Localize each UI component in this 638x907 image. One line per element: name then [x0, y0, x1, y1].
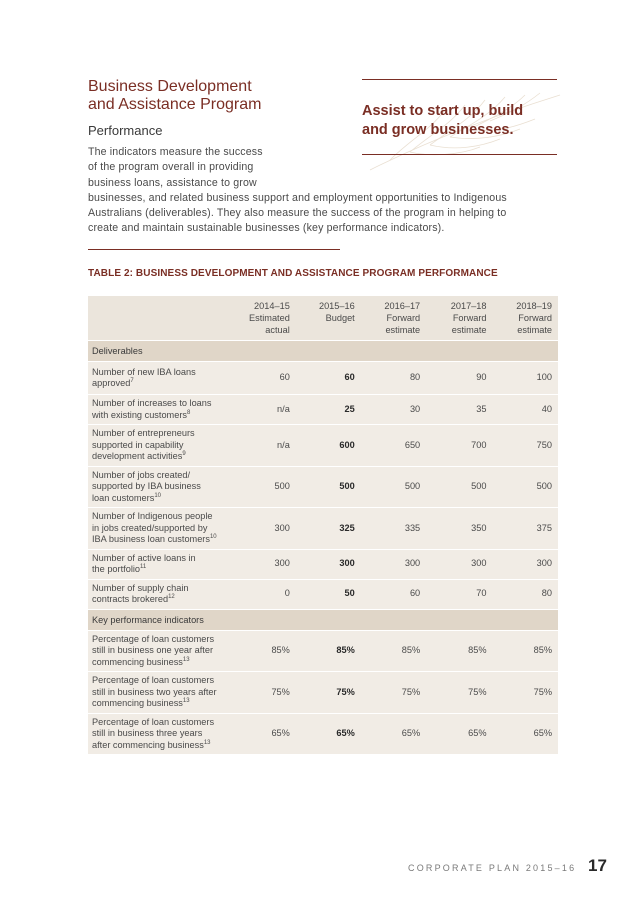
column-header-2016-17 — [361, 296, 426, 341]
row-label-line — [92, 553, 229, 565]
row-label-text: commencing business — [92, 698, 183, 708]
table-cell: 325 — [296, 508, 361, 550]
row-label-line — [92, 728, 229, 740]
row-label-text: Number of increases to loans — [92, 398, 212, 408]
column-header-line: 2018–19 — [516, 301, 552, 311]
table-row — [88, 395, 558, 425]
row-label-line — [92, 378, 229, 390]
table-cell: 335 — [361, 508, 426, 550]
column-header-line: 2015–16 — [318, 301, 355, 311]
table-cell: 700 — [426, 425, 492, 467]
pull-quote-line-2: and grow businesses. — [362, 122, 514, 138]
section-divider — [88, 249, 340, 250]
row-label-text: contracts brokered — [92, 594, 169, 604]
row-label — [88, 425, 233, 467]
table-row — [88, 579, 558, 609]
footnote-marker: 7 — [130, 377, 134, 384]
table-cell: 300 — [233, 549, 295, 579]
table-cell: 85% — [426, 630, 492, 672]
table-cell: 650 — [361, 425, 426, 467]
table-cell: 75% — [361, 672, 426, 714]
footnote-marker: 13 — [203, 739, 211, 746]
row-label-line — [92, 634, 229, 646]
table-cell: 0 — [233, 579, 295, 609]
column-header-line: estimate — [451, 325, 487, 335]
row-label-line — [92, 470, 229, 482]
intro-line-5: Australians (deliverables). They also measure the success of the program in helping to — [88, 207, 507, 220]
row-label-text: after commencing business — [92, 739, 204, 750]
table-cell: 65% — [296, 713, 361, 755]
row-label-line — [92, 657, 229, 669]
column-header-line: Forward — [452, 313, 487, 323]
row-label-text: Number of entrepreneurs — [92, 428, 195, 438]
row-label-line — [92, 698, 229, 710]
intro-line-1: The indicators measure the success — [88, 146, 263, 158]
row-label-text: Number of new IBA loans — [92, 366, 196, 377]
row-label-text: development activities — [92, 451, 183, 461]
intro-line-6: create and maintain sustainable businesses (key performance indicators). — [88, 222, 445, 235]
section-label: Deliverables — [88, 341, 558, 362]
row-label-line — [92, 594, 229, 606]
table-cell: 75% — [426, 672, 492, 714]
row-label-line — [92, 481, 229, 493]
table-row — [88, 630, 558, 672]
row-label-text: Percentage of loan customers — [92, 633, 215, 644]
row-label — [88, 630, 233, 672]
row-label — [88, 362, 233, 395]
table-cell: 600 — [296, 425, 361, 467]
table-cell: 90 — [426, 362, 492, 395]
column-header-line: actual — [265, 325, 290, 335]
table-row — [88, 549, 558, 579]
table-cell: 70 — [426, 579, 492, 609]
row-label-line — [92, 534, 229, 546]
row-label — [88, 466, 233, 508]
column-header-2014-15 — [233, 296, 295, 341]
footnote-marker: 9 — [182, 450, 186, 457]
column-header-line: estimate — [517, 325, 552, 335]
row-label — [88, 508, 233, 550]
intro-line-4: businesses, and related business support and employment opportunities to Indigenous — [88, 191, 507, 204]
row-label-text: Number of supply chain — [92, 582, 189, 593]
row-label-text: commencing business — [92, 656, 183, 667]
row-label-line — [92, 367, 229, 379]
row-label-line — [92, 410, 229, 422]
table-cell: 500 — [296, 466, 361, 508]
table-cell: 30 — [361, 395, 426, 425]
pull-quote-top-rule — [362, 79, 557, 80]
footer-label: CORPORATE PLAN 2015–16 — [408, 863, 577, 873]
performance-table — [88, 296, 558, 755]
table-cell: 80 — [493, 579, 558, 609]
pull-quote-line-1: Assist to start up, build — [362, 103, 524, 119]
intro-paragraph — [88, 145, 558, 237]
table-cell: 60 — [296, 362, 361, 395]
column-header-line: estimate — [385, 325, 421, 335]
table-cell: n/a — [233, 425, 295, 467]
row-label-text: supported by IBA business — [92, 481, 201, 491]
table-cell: 25 — [296, 395, 361, 425]
table-cell: 40 — [493, 395, 558, 425]
column-header-line: Budget — [325, 313, 355, 323]
table-cell: 85% — [296, 630, 361, 672]
table-cell: 80 — [361, 362, 426, 395]
row-label-line — [92, 564, 229, 576]
row-label-line — [92, 440, 229, 452]
row-label-line — [92, 451, 229, 463]
table-cell: 300 — [426, 549, 492, 579]
table-cell: 500 — [233, 466, 295, 508]
table-cell: 500 — [361, 466, 426, 508]
footnote-marker: 10 — [154, 492, 161, 499]
section-row-deliverables — [88, 341, 558, 362]
table-cell: 65% — [361, 713, 426, 755]
column-header-line: 2014–15 — [254, 301, 290, 311]
table-cell: 65% — [426, 713, 492, 755]
row-label-text: approved — [92, 378, 131, 388]
row-label-text: IBA business loan customers — [92, 534, 210, 544]
footnote-marker: 11 — [140, 563, 147, 570]
row-label-text: Number of jobs created/ — [92, 469, 191, 480]
row-label-line — [92, 717, 229, 729]
table-cell: 75% — [233, 672, 295, 714]
row-label-line — [92, 398, 229, 410]
row-label-text: the portfolio — [92, 564, 141, 574]
footnote-marker: 12 — [168, 593, 175, 600]
footnote-marker: 10 — [209, 533, 217, 540]
column-header-line: 2016–17 — [384, 301, 421, 311]
table-cell: 65% — [493, 713, 558, 755]
table-cell: 300 — [361, 549, 426, 579]
table-row — [88, 672, 558, 714]
row-label-line — [92, 493, 229, 505]
table-title: TABLE 2: BUSINESS DEVELOPMENT AND ASSISTANCE PROGRAM PERFORMANCE — [88, 268, 498, 279]
row-label-line — [92, 583, 229, 595]
table-cell: 75% — [296, 672, 361, 714]
column-header-2018-19 — [493, 296, 558, 341]
column-header-line: Forward — [386, 313, 421, 323]
row-label-line — [92, 645, 229, 657]
row-label-text: loan customers — [92, 492, 155, 503]
row-label-text: Percentage of loan customers — [92, 675, 215, 685]
table-cell: 85% — [233, 630, 295, 672]
column-header-line: Forward — [518, 313, 552, 323]
row-label — [88, 713, 233, 755]
row-label — [88, 672, 233, 714]
table-cell: 60 — [233, 362, 295, 395]
row-label-text: Number of Indigenous people — [92, 511, 213, 521]
pull-quote — [362, 102, 562, 140]
table-row — [88, 713, 558, 755]
table-cell: 300 — [233, 508, 295, 550]
table-cell: 75% — [493, 672, 558, 714]
column-header-2015-16 — [296, 296, 361, 341]
table-row — [88, 425, 558, 467]
column-header-line: Estimated — [248, 313, 290, 323]
row-label-text: still in business two years after — [92, 686, 217, 697]
table-cell: 50 — [296, 579, 361, 609]
program-title-line-2: and Assistance Program — [88, 96, 262, 113]
page-number: 17 — [588, 856, 607, 875]
row-label-line — [92, 675, 229, 687]
program-title — [88, 78, 348, 114]
table-cell: 35 — [426, 395, 492, 425]
intro-line-3: business loans, assistance to grow — [88, 176, 257, 189]
table-row — [88, 466, 558, 508]
table-cell: 60 — [361, 579, 426, 609]
row-label-text: still in business one year after — [92, 645, 214, 655]
row-label-line — [92, 740, 229, 752]
table-cell: 65% — [233, 713, 295, 755]
table-cell: 750 — [493, 425, 558, 467]
column-header-line: 2017–18 — [450, 301, 487, 311]
table-cell: n/a — [233, 395, 295, 425]
footnote-marker: 13 — [182, 656, 190, 663]
row-label-text: supported in capability — [92, 439, 184, 450]
table-body — [88, 341, 558, 755]
table-cell: 500 — [493, 466, 558, 508]
row-label-text: in jobs created/supported by — [92, 522, 208, 533]
table-row — [88, 362, 558, 395]
row-label-line — [92, 687, 229, 699]
row-label — [88, 549, 233, 579]
row-label-text: still in business three years — [92, 728, 203, 738]
footnote-marker: 8 — [186, 409, 191, 416]
table-cell: 85% — [361, 630, 426, 672]
table-header-row — [88, 296, 558, 341]
performance-subheading: Performance — [88, 123, 163, 138]
section-label: Key performance indicators — [88, 609, 558, 630]
row-label-text: with existing customers — [92, 409, 187, 420]
table-cell: 350 — [426, 508, 492, 550]
row-label-line — [92, 511, 229, 523]
row-label-line — [92, 523, 229, 535]
table-cell: 100 — [493, 362, 558, 395]
table-cell: 85% — [493, 630, 558, 672]
table-row — [88, 508, 558, 550]
footnote-marker: 13 — [182, 697, 190, 704]
table-cell: 500 — [426, 466, 492, 508]
table-cell: 375 — [493, 508, 558, 550]
section-row-kpi — [88, 609, 558, 630]
program-title-line-1: Business Development — [88, 78, 252, 95]
table-cell: 300 — [296, 549, 361, 579]
table-cell: 300 — [493, 549, 558, 579]
row-label — [88, 395, 233, 425]
header-blank-cell — [88, 296, 233, 341]
row-label — [88, 579, 233, 609]
column-header-2017-18 — [426, 296, 492, 341]
row-label-text: Percentage of loan customers — [92, 716, 215, 727]
row-label-line — [92, 428, 229, 440]
row-label-text: Number of active loans in — [92, 552, 196, 563]
intro-line-2: of the program overall in providing — [88, 161, 254, 174]
